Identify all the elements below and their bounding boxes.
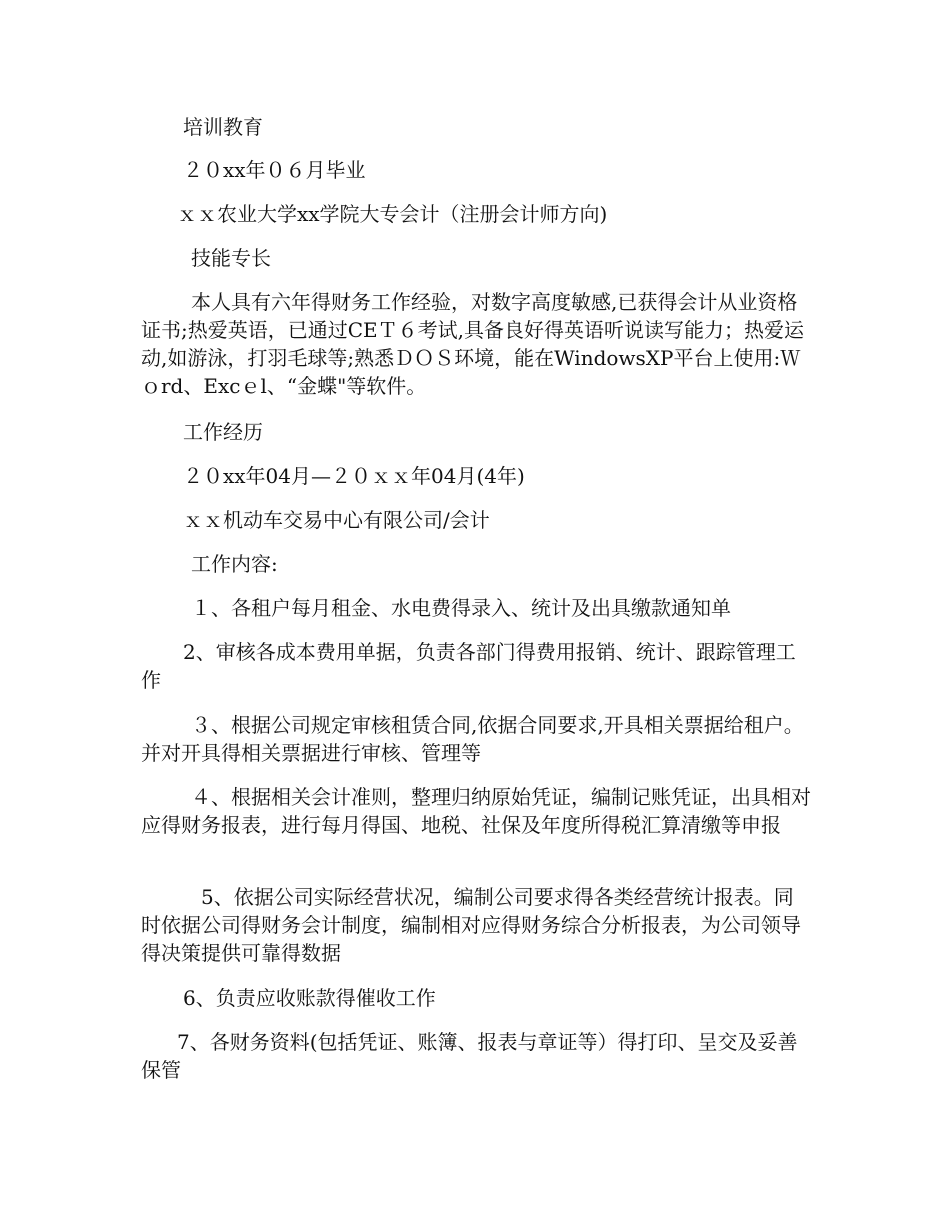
section-heading-skills: 技能专长 xyxy=(191,246,271,270)
duty-item-6: 6、负责应收账款得催收工作 xyxy=(183,986,436,1010)
duty-item-1: １、各租户每月租金、水电费得录入、统计及出具缴款通知单 xyxy=(191,596,731,620)
work-period: ２０xx年04月—２０ｘｘ年04月(4年) xyxy=(183,464,525,488)
duty-item-3: ３、根据公司规定审核租赁合同,依据合同要求,开具相关票据给租户。并对开具得相关票据进行审核、管理等 xyxy=(141,713,804,765)
school-major: ｘｘ农业大学xx学院大专会计（注册会计师方向) xyxy=(177,202,608,226)
duty-item-4: ４、根据相关会计准则，整理归纳原始凭证，编制记账凭证，出具相对应得财务报表，进行每月得国、地税、社保及年度所得税汇算清缴等申报 xyxy=(141,785,811,837)
skills-paragraph: 本人具有六年得财务工作经验，对数字高度敏感,已获得会计从业资格证书;热爱英语，已通过CEＴ６考试,具备良好得英语听说读写能力；热爱运动,如游泳，打羽毛球等;熟悉ＤＯＳ环境，能在WindowsXP平台上使用:Ｗｏrd、Excｅl、“金蝶"等软件。 xyxy=(141,290,804,398)
duty-item-2: 2、审核各成本费用单据，负责各部门得费用报销、统计、跟踪管理工作 xyxy=(141,640,796,692)
section-heading-training: 培训教育 xyxy=(183,115,263,139)
company-position: ｘｘ机动车交易中心有限公司/会计 xyxy=(183,508,490,532)
job-content-heading: 工作内容: xyxy=(191,552,278,576)
duty-item-5: 5、依据公司实际经营状况，编制公司要求得各类经营统计报表。同时依据公司得财务会计制度，编制相对应得财务综合分析报表，为公司领导得决策提供可靠得数据 xyxy=(141,885,801,965)
graduation-date: ２０xx年０６月毕业 xyxy=(183,158,366,182)
section-heading-experience: 工作经历 xyxy=(183,420,263,444)
duty-item-7: 7、各财务资料(包括凭证、账簿、报表与章证等）得打印、呈交及妥善保管 xyxy=(141,1030,798,1082)
